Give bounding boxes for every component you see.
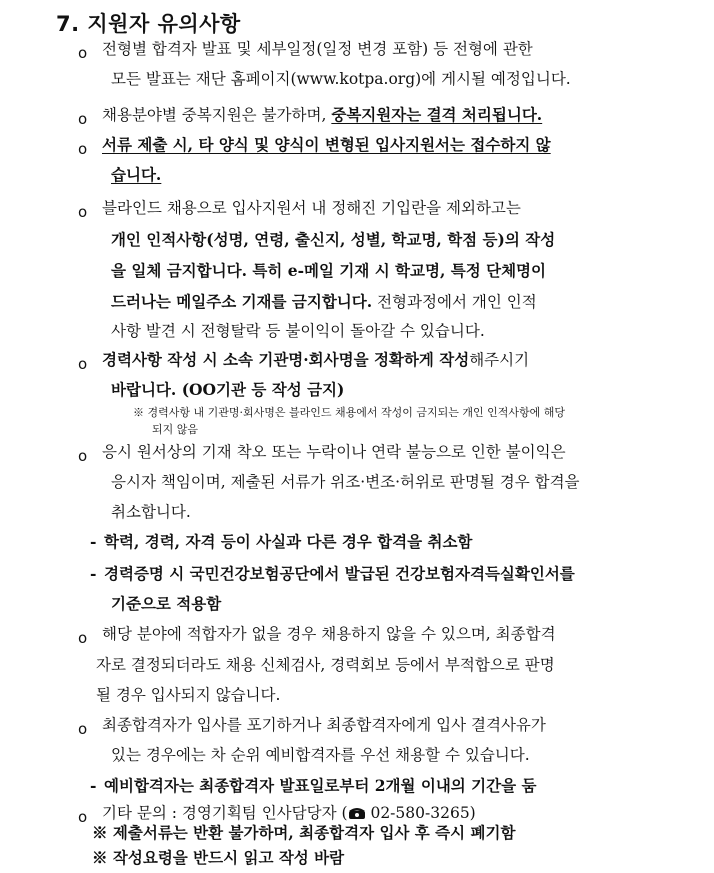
bullet: o <box>78 355 88 373</box>
notice-item-text: 있는 경우에는 차 순위 예비합격자를 우선 채용할 수 있습니다. <box>111 746 530 764</box>
notice-item-text: 응시자 책임이며, 제출된 서류가 위조·변조·허위로 판명될 경우 합격을 <box>111 473 580 491</box>
bullet: o <box>78 808 88 826</box>
emphasis-text: 경력사항 작성 시 소속 기관명·회사명을 정확하게 작성 <box>102 350 470 369</box>
bullet: o <box>78 140 88 158</box>
phone-number: 02-580-3265) <box>365 804 476 822</box>
text-segment: 해주시기 <box>469 351 530 369</box>
notice-item-text: 취소합니다. <box>111 503 191 521</box>
emphasis-text: 을 일체 금지합니다. 특히 e-메일 기재 시 학교명, 특정 단체명이 <box>111 261 547 280</box>
bullet: o <box>78 110 88 128</box>
notice-item-text: 전형별 합격자 발표 및 세부일정(일정 변경 포함) 등 전형에 관한 <box>102 40 533 58</box>
emphasis-text: 습니다. <box>111 165 162 184</box>
bullet: o <box>78 447 88 465</box>
emphasis-text: 중복지원자는 결격 처리됩니다. <box>331 105 543 124</box>
notice-item-text: 자로 결정되더라도 채용 신체검사, 경력회보 등에서 부적합으로 판명 <box>96 656 555 674</box>
notice-item-text: 해당 분야에 적합자가 없을 경우 채용하지 않을 수 있으며, 최종합격 <box>102 625 556 643</box>
notice-item-text <box>102 100 542 130</box>
emphasis-text: 드러나는 메일주소 기재를 금지합니다. <box>111 292 373 311</box>
section-title: 7. 지원자 유의사항 <box>56 12 241 36</box>
text-segment: 전형과정에서 개인 인적 <box>372 293 537 311</box>
footnote-text: ※ 경력사항 내 기관명·회사명은 블라인드 채용에서 작성이 금지되는 개인 인적사항에 해당 <box>133 406 565 419</box>
notice-item-text: 응시 원서상의 기재 착오 또는 누락이나 연락 불능으로 인한 불이익은 <box>102 443 566 461</box>
dash-marker: - <box>90 532 97 551</box>
sub-item-text: 예비합격자는 최종합격자 발표일로부터 2개월 이내의 기간을 둠 <box>104 776 537 795</box>
emphasis-text: 개인 인적사항(성명, 연령, 출신지, 성별, 학교명, 학점 등)의 작성 <box>111 230 556 249</box>
notice-item-text: 사항 발견 시 전형탈락 등 불이익이 돌아갈 수 있습니다. <box>111 322 485 340</box>
bullet: o <box>78 629 88 647</box>
text-segment: 기타 문의 : 경영기획팀 인사담당자 ( <box>102 804 348 822</box>
footnote-text: 되지 않음 <box>152 423 199 436</box>
bullet: o <box>78 44 88 62</box>
bullet: o <box>78 203 88 221</box>
emphasis-text: 바랍니다. <box>111 380 182 399</box>
dash-marker: - <box>90 776 97 795</box>
notice-item-text: 블라인드 채용으로 입사지원서 내 정해진 기입란을 제외하고는 <box>102 199 521 217</box>
notice-item-text: 최종합격자가 입사를 포기하거나 최종합격자에게 입사 결격사유가 <box>102 716 546 734</box>
sub-item-text: 기준으로 적용함 <box>111 594 222 613</box>
closing-note: ※ 제출서류는 반환 불가하며, 최종합격자 입사 후 즉시 폐기함 <box>92 823 516 842</box>
sub-item-text: 경력증명 시 국민건강보험공단에서 발급된 건강보험자격득실확인서를 <box>104 564 575 583</box>
notice-item-text <box>111 375 344 405</box>
notice-item-text: 모든 발표는 재단 홈페이지(www.kotpa.org)에 게시될 예정입니다. <box>111 70 571 88</box>
closing-note: ※ 작성요령을 반드시 읽고 작성 바람 <box>92 848 345 867</box>
emphasis-text: 서류 제출 시, 타 양식 및 양식이 변형된 입사지원서는 접수하지 않 <box>102 135 551 154</box>
notice-item-text: 될 경우 입사되지 않습니다. <box>96 686 281 704</box>
bullet: o <box>78 720 88 738</box>
text-segment: 채용분야별 중복지원은 불가하며, <box>102 106 332 124</box>
notice-item-text <box>102 345 529 375</box>
emphasis-text: (OO기관 등 작성 금지) <box>181 380 345 399</box>
dash-marker: - <box>90 564 97 583</box>
sub-item-text: 학력, 경력, 자격 등이 사실과 다른 경우 합격을 취소함 <box>104 532 473 551</box>
notice-item-text <box>111 287 537 317</box>
